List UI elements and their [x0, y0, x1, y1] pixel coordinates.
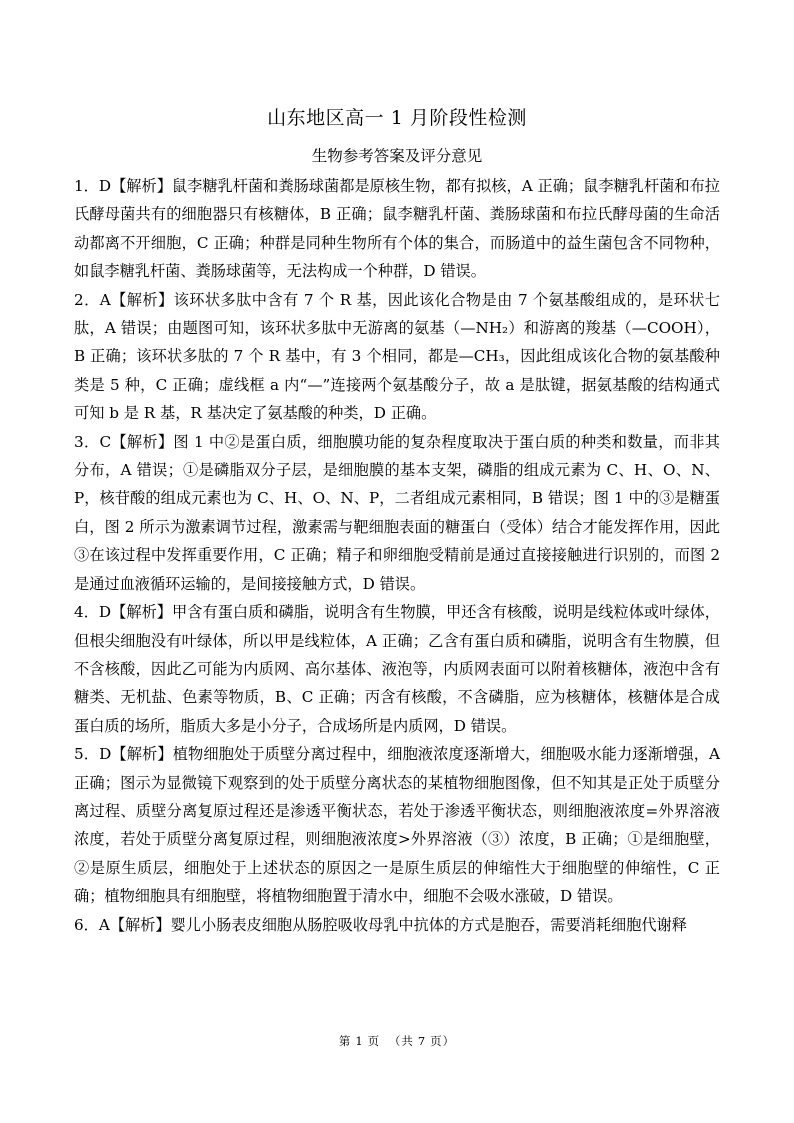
answer-item: 2．A【解析】该环状多肽中含有 7 个 R 基，因此该化合物是由 7 个氨基酸组成的，是环状七肽，A 错误；由题图可知，该环状多肽中无游离的氨基（—NH₂）和游离的羧基（—COOH），B 正确；该环状多肽的 7 个 R 基中，有 3 个相同，都是—CH₃，因此组成该化合物的氨基酸种类是 5 种，C 正确；虚线框 a 内“—”连接两个氨基酸分子，故 a 是肽键，据氨基酸的结构通式可知 b 是 R 基，R 基决定了氨基酸的种类，D 正确。: [74, 290, 720, 423]
footer-total-text: （共: [388, 1034, 414, 1048]
page-footer: [0, 1033, 794, 1049]
answer-item: 1．D【解析】鼠李糖乳杆菌和粪肠球菌都是原核生物，都有拟核，A 正确；鼠李糖乳杆菌和布拉氏酵母菌共有的细胞器只有核糖体，B 正确；鼠李糖乳杆菌、粪肠球菌和布拉氏酵母菌的生命活动都离不开细胞，C 正确；种群是同种生物所有个体的集合，而肠道中的益生菌包含不同物种，如鼠李糖乳杆菌、粪肠球菌等，无法构成一个种群，D 错误。: [74, 177, 720, 281]
footer-total-unit: 页）: [430, 1034, 456, 1048]
footer-page-prefix: 第: [338, 1034, 352, 1048]
page-subtitle: 生物参考答案及评分意见: [311, 147, 483, 165]
answer-item: 6．A【解析】婴儿小肠表皮细胞从肠腔吸收母乳中抗体的方式是胞吞，需要消耗细胞代谢释: [74, 915, 687, 934]
answer-item: 3．C【解析】图 1 中②是蛋白质，细胞膜功能的复杂程度取决于蛋白质的种类和数量，而非其分布，A 错误；①是磷脂双分子层，是细胞膜的基本支架，磷脂的组成元素为 C、H、O、N、P，核苷酸的组成元素也为 C、H、O、N、P，二者组成元素相同，B 错误；图 1 中的③是糖蛋白，图 2 所示为激素调节过程，激素需与靶细胞表面的糖蛋白（受体）结合才能发挥作用，因此③在该过程中发挥重要作用，C 正确；精子和卵细胞受精前是通过直接接触进行识别的，而图 2 是通过血液循环运输的，是间接接触方式，D 错误。: [74, 432, 720, 593]
answer-item: 4．D【解析】甲含有蛋白质和磷脂，说明含有生物膜，甲还含有核酸，说明是线粒体或叶绿体，但根尖细胞没有叶绿体，所以甲是线粒体，A 正确；乙含有蛋白质和磷脂，说明含有生物膜，但不含核酸，因此乙可能为内质网、高尔基体、液泡等，内质网表面可以附着核糖体，液泡中含有糖类、无机盐、色素等物质，B、C 正确；丙含有核酸，不含磷脂，应为核糖体，核糖体是合成蛋白质的场所，脂质大多是小分子，合成场所是内质网，D 错误。: [74, 603, 720, 735]
answer-list: [74, 172, 720, 939]
answer-item: 5．D【解析】植物细胞处于质壁分离过程中，细胞液浓度逐渐增大，细胞吸水能力逐渐增强，A 正确；图示为显微镜下观察到的处于质壁分离状态的某植物细胞图像，但不知其是正处于质壁分离过程、质壁分离复原过程还是渗透平衡状态，若处于渗透平衡状态，则细胞液浓度=外界溶液浓度，若处于质壁分离复原过程，则细胞液浓度>外界溶液（③）浓度，B 正确；①是细胞壁，②是原生质层，细胞处于上述状态的原因之一是原生质层的伸缩性大于细胞壁的伸缩性，C 正确；植物细胞具有细胞壁，将植物细胞置于清水中，细胞不会吸水涨破，D 错误。: [74, 745, 720, 906]
footer-total-pages: 7: [417, 1034, 427, 1048]
page-title: 山东地区高一 1 月阶段性检测: [267, 107, 527, 129]
footer-page-unit: 页: [367, 1034, 381, 1048]
footer-page-number: 1: [355, 1034, 364, 1048]
